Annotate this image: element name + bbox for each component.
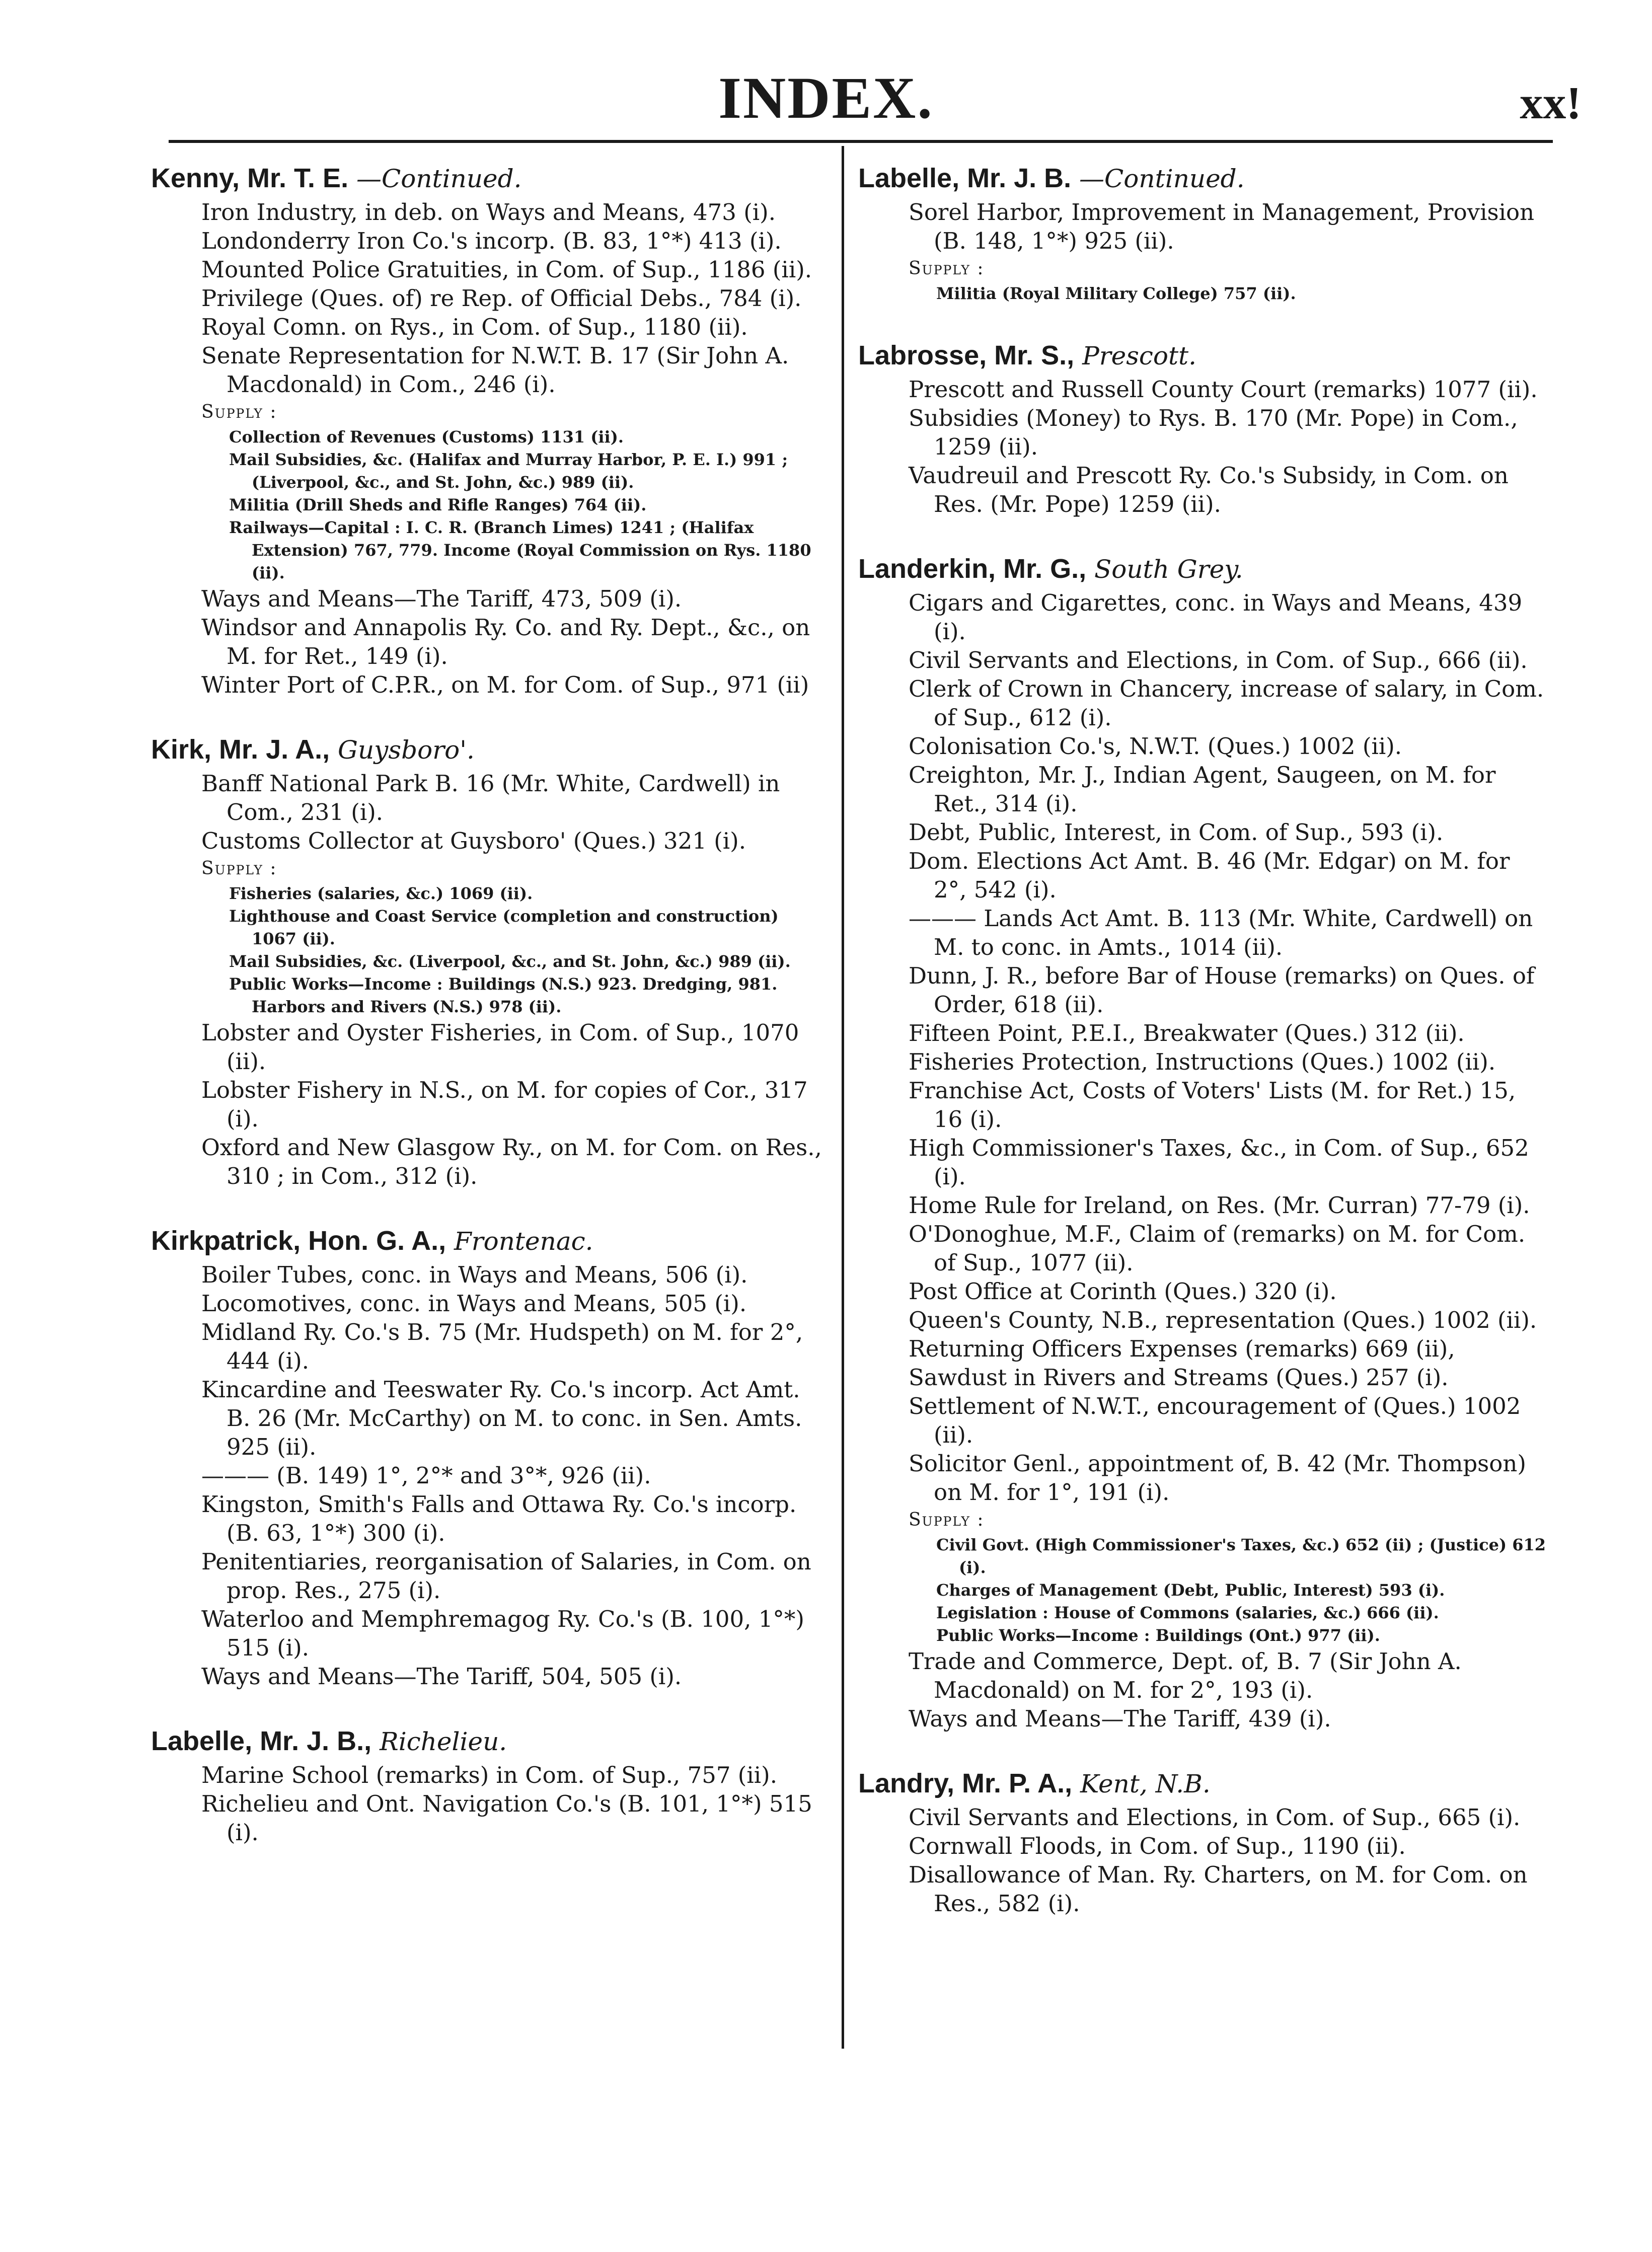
entry-item: Oxford and New Glasgow Ry., on M. for Com. on Res., 310 ; in Com., 312 (i).: [201, 1134, 822, 1189]
index-column-left: [151, 161, 825, 1880]
entry-item: Creighton, Mr. J., Indian Agent, Saugeen, on M. for Ret., 314 (i).: [909, 762, 1496, 817]
page-title: INDEX.: [718, 65, 934, 131]
entry-item: Prescott and Russell County Court (remarks) 1077 (ii).: [909, 376, 1538, 403]
entry-item: Disallowance of Man. Ry. Charters, on M. for Com. on Res., 582 (i).: [909, 1861, 1528, 1917]
member-name: Kenny, Mr. T. E.: [151, 163, 349, 193]
entry-item: Privilege (Ques. of) re Rep. of Official Debs., 784 (i).: [201, 285, 802, 312]
entry-item: Solicitor Genl., appointment of, B. 42 (Mr. Thompson) on M. for 1°, 191 (i).: [909, 1450, 1526, 1506]
member-riding: —Continued.: [1079, 164, 1245, 193]
entry-item: Senate Representation for N.W.T. B. 17 (Sir John A. Macdonald) in Com., 246 (i).: [201, 342, 789, 398]
entry-item: Penitentiaries, reorganisation of Salaries, in Com. on prop. Res., 275 (i).: [201, 1548, 811, 1604]
entry-item: Vaudreuil and Prescott Ry. Co.'s Subsidy, in Com. on Res. (Mr. Pope) 1259 (ii).: [909, 462, 1509, 517]
entry-item: Marine School (remarks) in Com. of Sup., 757 (ii).: [201, 1762, 778, 1788]
entry-item: Franchise Act, Costs of Voters' Lists (M. for Ret.) 15, 16 (i).: [909, 1077, 1516, 1133]
entry-item: Fifteen Point, P.E.I., Breakwater (Ques.) 312 (ii).: [909, 1020, 1465, 1046]
member-name: Kirkpatrick, Hon. G. A.,: [151, 1226, 446, 1256]
entry-item: ——— (B. 149) 1°, 2°* and 3°*, 926 (ii).: [201, 1462, 651, 1489]
index-entry: [858, 552, 1548, 1733]
entry-item: Fisheries Protection, Instructions (Ques.) 1002 (ii).: [909, 1048, 1496, 1075]
supply-item: Railways—Capital : I. C. R. (Branch Limes) 1241 ; (Halifax Extension) 767, 779. Income (Royal Commission on Rys. 1180 (ii).: [229, 518, 811, 582]
entry-item: Richelieu and Ont. Navigation Co.'s (B. 101, 1°*) 515 (i).: [201, 1790, 812, 1846]
entry-item: Colonisation Co.'s, N.W.T. (Ques.) 1002 (ii).: [909, 733, 1402, 760]
supply-item: Legislation : House of Commons (salaries, &c.) 666 (ii).: [936, 1603, 1439, 1622]
index-entry: [151, 732, 825, 1190]
supply-label: Supply :: [201, 858, 277, 879]
entry-item: Cornwall Floods, in Com. of Sup., 1190 (ii).: [909, 1833, 1406, 1859]
member-riding: Kent, N.B.: [1080, 1769, 1211, 1798]
member-riding: South Grey.: [1094, 555, 1243, 584]
entry-heading: [858, 1766, 1548, 1801]
entry-item: Royal Comn. on Rys., in Com. of Sup., 1180 (ii).: [201, 314, 748, 340]
member-name: Landry, Mr. P. A.,: [858, 1768, 1073, 1798]
member-name: Landerkin, Mr. G.,: [858, 554, 1087, 584]
entry-item: Trade and Commerce, Dept. of, B. 7 (Sir John A. Macdonald) on M. for 2°, 193 (i).: [909, 1648, 1462, 1703]
entry-heading: [151, 1224, 825, 1258]
supply-label: Supply :: [909, 1510, 985, 1530]
entry-item: Dunn, J. R., before Bar of House (remarks) on Ques. of Order, 618 (ii).: [909, 962, 1535, 1018]
member-riding: Richelieu.: [380, 1727, 507, 1756]
entry-item: Ways and Means—The Tariff, 473, 509 (i).: [201, 585, 682, 612]
entry-item: Ways and Means—The Tariff, 439 (i).: [909, 1705, 1331, 1732]
entry-heading: [858, 161, 1548, 196]
index-entry: [151, 161, 825, 699]
entry-item: Winter Port of C.P.R., on M. for Com. of Sup., 971 (ii): [201, 671, 809, 698]
index-column-right: [858, 161, 1548, 1951]
entry-item: Midland Ry. Co.'s B. 75 (Mr. Hudspeth) on M. for 2°, 444 (i).: [201, 1319, 803, 1374]
entry-item: Subsidies (Money) to Rys. B. 170 (Mr. Pope) in Com., 1259 (ii).: [909, 405, 1518, 460]
entry-item: Debt, Public, Interest, in Com. of Sup., 593 (i).: [909, 819, 1444, 846]
entry-item: Civil Servants and Elections, in Com. of Sup., 665 (i).: [909, 1804, 1521, 1831]
entry-item: Sorel Harbor, Improvement in Management, Provision (B. 148, 1°*) 925 (ii).: [909, 199, 1535, 254]
supply-item: Mail Subsidies, &c. (Liverpool, &c., and St. John, &c.) 989 (ii).: [229, 952, 791, 971]
entry-item: Lobster Fishery in N.S., on M. for copies of Cor., 317 (i).: [201, 1077, 808, 1132]
supply-item: Lighthouse and Coast Service (completion and construction) 1067 (ii).: [229, 907, 779, 948]
supply-item: Collection of Revenues (Customs) 1131 (ii).: [229, 427, 624, 446]
entry-item: Boiler Tubes, conc. in Ways and Means, 506 (i).: [201, 1261, 748, 1288]
page-number: xx!: [1520, 77, 1582, 128]
column-divider: [842, 146, 844, 2049]
index-entry: [858, 161, 1548, 305]
index-entry: [858, 1766, 1548, 1918]
entry-item: Clerk of Crown in Chancery, increase of salary, in Com. of Sup., 612 (i).: [909, 675, 1544, 731]
supply-item: Mail Subsidies, &c. (Halifax and Murray Harbor, P. E. I.) 991 ; (Liverpool, &c., and St. John, &c.) 989 (ii).: [229, 450, 788, 492]
entry-item: Sawdust in Rivers and Streams (Ques.) 257 (i).: [909, 1364, 1449, 1391]
supply-label: Supply :: [909, 258, 985, 279]
entry-item: Waterloo and Memphremagog Ry. Co.'s (B. 100, 1°*) 515 (i).: [201, 1606, 804, 1661]
index-entry: [151, 1724, 825, 1847]
entry-item: Returning Officers Expenses (remarks) 669 (ii),: [909, 1335, 1455, 1362]
entry-item: Locomotives, conc. in Ways and Means, 505 (i).: [201, 1290, 747, 1317]
entry-heading: [858, 552, 1548, 586]
index-entry: [151, 1224, 825, 1691]
entry-heading: [858, 338, 1548, 373]
entry-item: Kingston, Smith's Falls and Ottawa Ry. Co.'s incorp. (B. 63, 1°*) 300 (i).: [201, 1491, 797, 1546]
entry-item: Londonderry Iron Co.'s incorp. (B. 83, 1°*) 413 (i).: [201, 228, 782, 254]
supply-item: Militia (Royal Military College) 757 (ii).: [936, 284, 1296, 303]
entry-item: Post Office at Corinth (Ques.) 320 (i).: [909, 1278, 1337, 1305]
supply-item: Public Works—Income : Buildings (N.S.) 923. Dredging, 981. Harbors and Rivers (N.S.) 978 (ii).: [229, 974, 778, 1016]
entry-item: High Commissioner's Taxes, &c., in Com. of Sup., 652 (i).: [909, 1135, 1529, 1190]
entry-heading: [151, 1724, 825, 1759]
entry-heading: [151, 161, 825, 196]
index-entry: [858, 338, 1548, 518]
supply-item: Fisheries (salaries, &c.) 1069 (ii).: [229, 884, 533, 903]
entry-heading: [151, 732, 825, 767]
member-name: Labrosse, Mr. S.,: [858, 340, 1075, 370]
entry-item: Iron Industry, in deb. on Ways and Means, 473 (i).: [201, 199, 776, 226]
supply-item: Public Works—Income : Buildings (Ont.) 977 (ii).: [936, 1626, 1380, 1645]
entry-item: Settlement of N.W.T., encouragement of (Ques.) 1002 (ii).: [909, 1393, 1521, 1448]
entry-item: Ways and Means—The Tariff, 504, 505 (i).: [201, 1663, 682, 1690]
entry-item: Lobster and Oyster Fisheries, in Com. of Sup., 1070 (ii).: [201, 1019, 799, 1075]
member-riding: Guysboro'.: [338, 735, 475, 765]
supply-item: Civil Govt. (High Commissioner's Taxes, &c.) 652 (ii) ; (Justice) 612 (i).: [936, 1535, 1546, 1577]
supply-item: Militia (Drill Sheds and Rifle Ranges) 764 (ii).: [229, 495, 647, 514]
entry-item: O'Donoghue, M.F., Claim of (remarks) on M. for Com. of Sup., 1077 (ii).: [909, 1221, 1526, 1276]
entry-item: Mounted Police Gratuities, in Com. of Sup., 1186 (ii).: [201, 256, 812, 283]
supply-label: Supply :: [201, 402, 277, 422]
supply-item: Charges of Management (Debt, Public, Interest) 593 (i).: [936, 1581, 1445, 1600]
entry-item: Civil Servants and Elections, in Com. of Sup., 666 (ii).: [909, 647, 1528, 673]
entry-item: Customs Collector at Guysboro' (Ques.) 321 (i).: [201, 828, 746, 854]
member-name: Labelle, Mr. J. B.,: [151, 1726, 372, 1756]
entry-item: Cigars and Cigarettes, conc. in Ways and Means, 439 (i).: [909, 589, 1523, 645]
entry-item: Dom. Elections Act Amt. B. 46 (Mr. Edgar) on M. for 2°, 542 (i).: [909, 848, 1510, 903]
entry-item: ——— Lands Act Amt. B. 113 (Mr. White, Cardwell) on M. to conc. in Amts., 1014 (ii).: [909, 905, 1533, 960]
member-name: Kirk, Mr. J. A.,: [151, 734, 330, 765]
member-riding: —Continued.: [356, 164, 522, 193]
entry-item: Banff National Park B. 16 (Mr. White, Cardwell) in Com., 231 (i).: [201, 770, 780, 825]
header-rule: [169, 140, 1553, 143]
page-header: [0, 60, 1652, 141]
entry-item: Home Rule for Ireland, on Res. (Mr. Curran) 77-79 (i).: [909, 1192, 1530, 1219]
member-name: Labelle, Mr. J. B.: [858, 163, 1072, 193]
member-riding: Frontenac.: [454, 1227, 593, 1256]
entry-item: Kincardine and Teeswater Ry. Co.'s incorp. Act Amt. B. 26 (Mr. McCarthy) on M. to conc. in Sen. Amts. 925 (ii).: [201, 1376, 802, 1460]
entry-item: Windsor and Annapolis Ry. Co. and Ry. Dept., &c., on M. for Ret., 149 (i).: [201, 614, 810, 669]
entry-item: Queen's County, N.B., representation (Ques.) 1002 (ii).: [909, 1307, 1537, 1333]
member-riding: Prescott.: [1082, 341, 1197, 370]
